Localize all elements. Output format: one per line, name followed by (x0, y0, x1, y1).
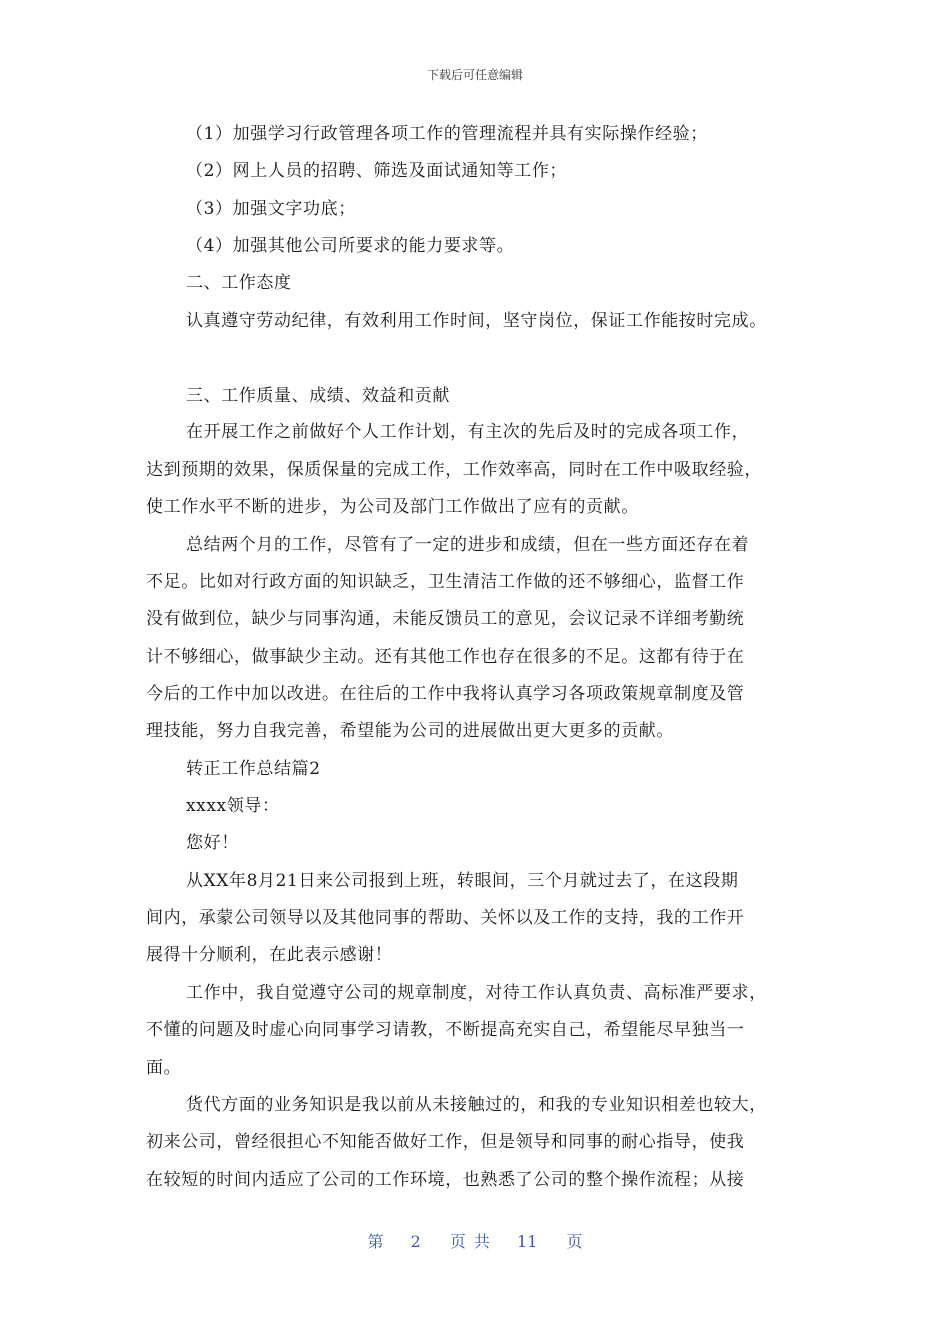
footer-page-label: 第 (367, 1232, 384, 1251)
text-line: 不足。比如对行政方面的知识缺乏，卫生清洁工作做的还不够细心，监督工作 (146, 572, 745, 592)
text-line: 从XX年8月21日来公司报到上班，转眼间，三个月就过去了，在这段期 (186, 871, 739, 891)
text-line: 计不够细心，做事缺少主动。还有其他工作也存在很多的不足。这都有待于在 (146, 647, 745, 667)
text-line: （3）加强文字功底； (186, 199, 356, 219)
text-line: （1）加强学习行政管理各项工作的管理流程并具有实际操作经验； (186, 124, 708, 144)
text-line: 在较短的时间内适应了公司的工作环境，也熟悉了公司的整个操作流程；从接 (146, 1170, 745, 1190)
text-line: 面。 (146, 1058, 182, 1078)
text-line: 今后的工作中加以改进。在往后的工作中我将认真学习各项政策规章制度及管 (146, 684, 745, 704)
footer-page-end: 页 (566, 1232, 583, 1251)
page-footer (0, 1229, 950, 1252)
text-line: 工作中，我自觉遵守公司的规章制度，对待工作认真负责、高标准严要求， (186, 983, 767, 1003)
salutation: xxxx领导： (186, 796, 280, 816)
text-line: 货代方面的业务知识是我以前从未接触过的，和我的专业知识相差也较大， (186, 1095, 767, 1115)
text-line: 不懂的问题及时虚心向同事学习请教，不断提高充实自己，希望能尽早独当一 (146, 1020, 745, 1040)
text-line: 使工作水平不断的进步，为公司及部门工作做出了应有的贡献。 (146, 497, 639, 517)
text-line: 达到预期的效果，保质保量的完成工作，工作效率高，同时在工作中吸取经验， (146, 460, 762, 480)
text-line: 间内，承蒙公司领导以及其他同事的帮助、关怀以及工作的支持，我的工作开 (146, 908, 745, 928)
text-line: 展得十分顺利，在此表示感谢！ (146, 945, 393, 965)
text-line: （4）加强其他公司所要求的能力要求等。 (186, 236, 515, 256)
text-line: 总结两个月的工作，尽管有了一定的进步和成绩，但在一些方面还存在着 (186, 535, 750, 555)
footer-total-pages: 11 (517, 1232, 538, 1251)
text-line: 认真遵守劳动纪律，有效利用工作时间，坚守岗位，保证工作能按时完成。 (186, 311, 767, 331)
text-line: 理技能，努力自我完善，希望能为公司的进展做出更大更多的贡献。 (146, 721, 674, 741)
section-heading: 三、工作质量、成绩、效益和贡献 (186, 386, 450, 406)
text-line: 在开展工作之前做好个人工作计划，有主次的先后及时的完成各项工作， (186, 422, 750, 442)
footer-page-number: 2 (410, 1232, 421, 1251)
section-heading: 二、工作态度 (186, 273, 292, 293)
text-line: 没有做到位，缺少与同事沟通，未能反馈员工的意见，会议记录不详细考勤统 (146, 609, 745, 629)
text-line: 初来公司，曾经很担心不知能否做好工作，但是领导和同事的耐心指导，使我 (146, 1132, 745, 1152)
page-header: 下载后可任意编辑 (426, 68, 523, 82)
greeting: 您好！ (186, 833, 239, 853)
section-heading: 转正工作总结篇2 (186, 759, 321, 779)
text-line: （2）网上人员的招聘、筛选及面试通知等工作； (186, 161, 568, 181)
footer-page-mid: 页共 (449, 1232, 498, 1251)
